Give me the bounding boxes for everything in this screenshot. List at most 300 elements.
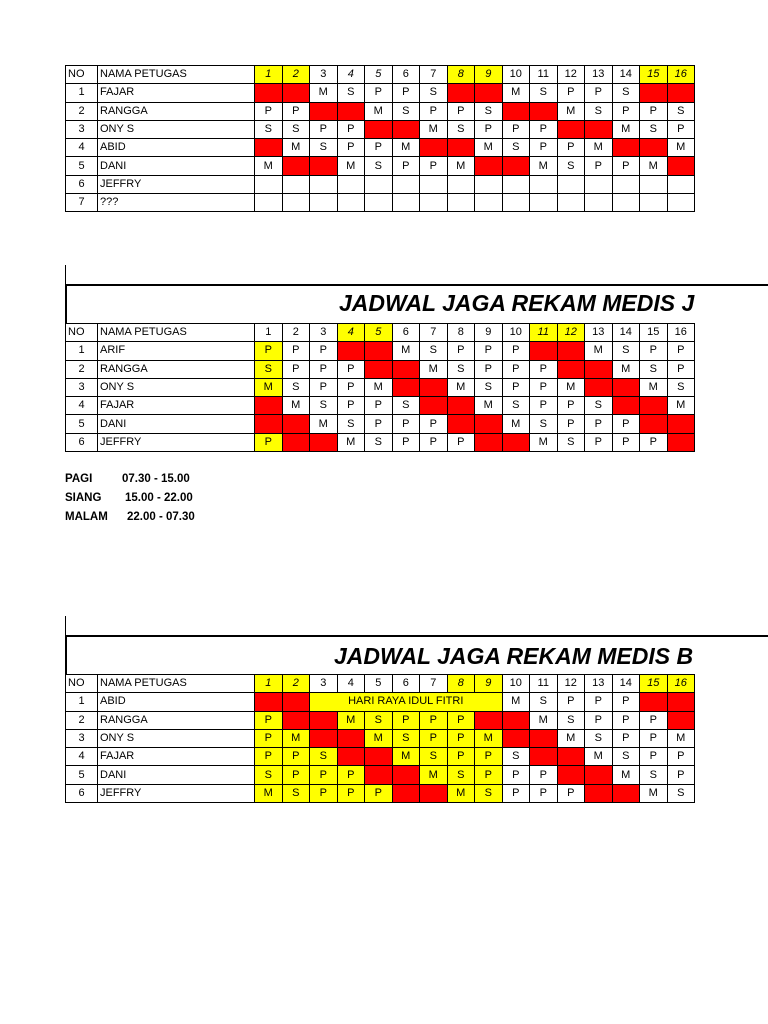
table-row (66, 711, 695, 729)
shift-cell: S (557, 157, 585, 175)
off-day-cell (337, 729, 365, 747)
shift-cell: P (447, 102, 475, 120)
col-header-day: 4 (337, 675, 365, 693)
col-header-day: 9 (475, 324, 503, 342)
col-header-day: 1 (255, 675, 283, 693)
shift-cell: P (475, 120, 503, 138)
shift-cell: P (585, 433, 613, 451)
shift-cell (475, 194, 503, 212)
shift-cell: P (612, 102, 640, 120)
shift-cell: P (337, 360, 365, 378)
shift-cell: P (530, 378, 558, 396)
row-number: 6 (66, 433, 98, 451)
off-day-cell (392, 378, 420, 396)
shift-cell: P (640, 748, 668, 766)
legend-time: 07.30 - 15.00 (122, 473, 190, 485)
shift-cell (475, 175, 503, 193)
shift-cell: P (667, 748, 695, 766)
shift-cell: M (475, 729, 503, 747)
table-title-2: JADWAL JAGA REKAM MEDIS J (339, 290, 695, 316)
col-header-day: 2 (282, 66, 310, 84)
row-number: 6 (66, 784, 98, 802)
shift-cell (447, 175, 475, 193)
off-day-cell (365, 342, 393, 360)
col-header-day: 9 (475, 675, 503, 693)
shift-cell: P (640, 729, 668, 747)
off-day-cell (365, 360, 393, 378)
shift-cell: P (502, 120, 530, 138)
shift-cell: P (420, 433, 448, 451)
staff-name: RANGGA (98, 102, 255, 120)
shift-cell: P (255, 748, 283, 766)
shift-cell: S (502, 139, 530, 157)
shift-cell: P (557, 84, 585, 102)
shift-cell: S (282, 378, 310, 396)
shift-cell: P (585, 711, 613, 729)
shift-cell: P (612, 711, 640, 729)
shift-cell: P (667, 360, 695, 378)
divider-line-3 (65, 616, 66, 636)
staff-name: ONY S (98, 729, 255, 747)
shift-cell (365, 194, 393, 212)
off-day-cell (282, 415, 310, 433)
shift-cell: P (530, 784, 558, 802)
off-day-cell (530, 102, 558, 120)
shift-cell (667, 194, 695, 212)
shift-cell (612, 175, 640, 193)
shift-cell: M (530, 157, 558, 175)
table-row (66, 360, 695, 378)
shift-cell: P (447, 748, 475, 766)
shift-cell: P (667, 120, 695, 138)
shift-cell: P (447, 342, 475, 360)
shift-cell: P (282, 360, 310, 378)
shift-cell (310, 175, 338, 193)
shift-cell: P (447, 433, 475, 451)
shift-cell: P (282, 102, 310, 120)
shift-cell (255, 194, 283, 212)
row-number: 6 (66, 175, 98, 193)
shift-cell: S (420, 748, 448, 766)
off-day-cell (310, 711, 338, 729)
shift-cell: P (640, 711, 668, 729)
shift-cell: P (392, 84, 420, 102)
off-day-cell (447, 415, 475, 433)
off-day-cell (337, 342, 365, 360)
shift-cell: P (530, 120, 558, 138)
col-header-day: 15 (640, 324, 668, 342)
shift-cell: S (282, 784, 310, 802)
col-header-day: 3 (310, 324, 338, 342)
off-day-cell (365, 748, 393, 766)
shift-cell: P (612, 157, 640, 175)
off-day-cell (640, 139, 668, 157)
shift-cell: S (502, 397, 530, 415)
col-header-name: NAMA PETUGAS (98, 675, 255, 693)
staff-name: JEFFRY (98, 175, 255, 193)
shift-cell: S (530, 415, 558, 433)
col-header-day: 6 (392, 66, 420, 84)
shift-cell: M (640, 157, 668, 175)
off-day-cell (667, 157, 695, 175)
col-header-day: 16 (667, 675, 695, 693)
shift-cell (310, 194, 338, 212)
legend-malam (65, 508, 195, 527)
shift-cell: S (585, 729, 613, 747)
shift-cell: S (365, 157, 393, 175)
col-header-day: 2 (282, 324, 310, 342)
header-row (66, 324, 695, 342)
off-day-cell (557, 342, 585, 360)
col-header-day: 15 (640, 66, 668, 84)
shift-cell: M (585, 748, 613, 766)
divider-line-2 (65, 265, 66, 285)
off-day-cell (392, 120, 420, 138)
shift-cell (392, 175, 420, 193)
shift-cell (282, 175, 310, 193)
title-bar-2 (65, 284, 768, 324)
off-day-cell (255, 397, 283, 415)
shift-cell: P (475, 360, 503, 378)
shift-cell: M (337, 433, 365, 451)
shift-cell: S (420, 342, 448, 360)
col-header-no: NO (66, 66, 98, 84)
shift-cell: P (530, 139, 558, 157)
shift-cell: P (502, 766, 530, 784)
row-number: 3 (66, 378, 98, 396)
shift-cell: P (420, 102, 448, 120)
col-header-day: 14 (612, 324, 640, 342)
col-header-day: 10 (502, 66, 530, 84)
shift-cell: P (585, 693, 613, 711)
shift-cell: P (475, 766, 503, 784)
row-number: 4 (66, 139, 98, 157)
staff-name: ??? (98, 194, 255, 212)
legend-label: SIANG (65, 492, 102, 504)
off-day-cell (420, 378, 448, 396)
off-day-cell (310, 729, 338, 747)
shift-cell: S (585, 397, 613, 415)
shift-cell: P (530, 397, 558, 415)
staff-name: ABID (98, 693, 255, 711)
table-row (66, 84, 695, 102)
off-day-cell (475, 84, 503, 102)
shift-cell (365, 175, 393, 193)
row-number: 7 (66, 194, 98, 212)
shift-cell (667, 175, 695, 193)
shift-cell: S (530, 693, 558, 711)
shift-cell: P (392, 711, 420, 729)
col-header-day: 1 (255, 324, 283, 342)
off-day-cell (557, 120, 585, 138)
off-day-cell (667, 415, 695, 433)
col-header-day: 11 (530, 324, 558, 342)
shift-cell: M (337, 157, 365, 175)
off-day-cell (392, 784, 420, 802)
staff-name: JEFFRY (98, 784, 255, 802)
shift-cell: S (612, 748, 640, 766)
staff-name: FAJAR (98, 84, 255, 102)
shift-cell: P (420, 157, 448, 175)
off-day-cell (475, 415, 503, 433)
table-row (66, 194, 695, 212)
shift-cell: M (392, 139, 420, 157)
shift-cell: P (612, 415, 640, 433)
shift-cell: S (640, 360, 668, 378)
off-day-cell (420, 784, 448, 802)
shift-cell: M (337, 711, 365, 729)
shift-cell: M (365, 729, 393, 747)
shift-cell (557, 175, 585, 193)
off-day-cell (530, 342, 558, 360)
shift-cell: P (475, 342, 503, 360)
shift-cell: P (337, 139, 365, 157)
shift-cell: S (475, 102, 503, 120)
col-header-day: 13 (585, 324, 613, 342)
shift-cell: P (365, 784, 393, 802)
table-title-3: JADWAL JAGA REKAM MEDIS B (334, 643, 694, 669)
shift-cell: P (365, 397, 393, 415)
shift-cell (530, 175, 558, 193)
col-header-day: 7 (420, 324, 448, 342)
off-day-cell (475, 157, 503, 175)
off-day-cell (365, 766, 393, 784)
shift-cell: S (557, 711, 585, 729)
shift-cell (447, 194, 475, 212)
col-header-day: 11 (530, 675, 558, 693)
off-day-cell (255, 139, 283, 157)
shift-cell: M (530, 433, 558, 451)
col-header-day: 9 (475, 66, 503, 84)
row-number: 1 (66, 693, 98, 711)
off-day-cell (502, 729, 530, 747)
shift-cell: M (365, 102, 393, 120)
row-number: 1 (66, 84, 98, 102)
shift-cell: P (255, 729, 283, 747)
shift-cell: P (337, 378, 365, 396)
legend-pagi (65, 470, 195, 489)
shift-cell: S (475, 378, 503, 396)
shift-cell: S (255, 766, 283, 784)
shift-cell: S (255, 120, 283, 138)
shift-cell (502, 175, 530, 193)
legend-time: 22.00 - 07.30 (127, 511, 195, 523)
shift-cell: M (530, 711, 558, 729)
off-day-cell (310, 102, 338, 120)
table-row (66, 397, 695, 415)
shift-cell: P (557, 415, 585, 433)
shift-cell: S (612, 342, 640, 360)
off-day-cell (447, 397, 475, 415)
shift-cell (530, 194, 558, 212)
shift-cell: M (502, 415, 530, 433)
shift-cell: S (585, 102, 613, 120)
shift-cell: P (365, 415, 393, 433)
col-header-day: 14 (612, 675, 640, 693)
col-header-day: 7 (420, 66, 448, 84)
shift-cell: P (255, 711, 283, 729)
shift-cell: P (310, 784, 338, 802)
row-number: 1 (66, 342, 98, 360)
col-header-no: NO (66, 324, 98, 342)
shift-cell: S (502, 748, 530, 766)
shift-cell: M (392, 748, 420, 766)
shift-cell: P (667, 766, 695, 784)
col-header-day: 4 (337, 66, 365, 84)
shift-cell: P (585, 84, 613, 102)
table-row (66, 415, 695, 433)
shift-cell: S (310, 139, 338, 157)
shift-cell: S (392, 729, 420, 747)
off-day-cell (420, 397, 448, 415)
table-row (66, 102, 695, 120)
shift-cell: P (557, 784, 585, 802)
shift-cell: S (392, 102, 420, 120)
col-header-name: NAMA PETUGAS (98, 324, 255, 342)
shift-cell: M (557, 729, 585, 747)
shift-legend (65, 470, 195, 527)
shift-cell: S (447, 120, 475, 138)
shift-cell (585, 175, 613, 193)
shift-cell: P (475, 748, 503, 766)
shift-cell: P (585, 157, 613, 175)
col-header-day: 12 (557, 675, 585, 693)
off-day-cell (255, 415, 283, 433)
off-day-cell (612, 139, 640, 157)
col-header-day: 10 (502, 324, 530, 342)
shift-cell: P (310, 378, 338, 396)
shift-cell: P (337, 397, 365, 415)
shift-cell: S (612, 84, 640, 102)
staff-name: FAJAR (98, 748, 255, 766)
shift-cell: M (612, 766, 640, 784)
staff-name: DANI (98, 157, 255, 175)
shift-cell: S (310, 748, 338, 766)
shift-cell: M (420, 360, 448, 378)
shift-cell: S (447, 360, 475, 378)
off-day-cell (420, 139, 448, 157)
off-day-cell (530, 729, 558, 747)
shift-cell: M (585, 342, 613, 360)
off-day-cell (585, 378, 613, 396)
shift-cell: P (447, 729, 475, 747)
col-header-day: 5 (365, 324, 393, 342)
off-day-cell (392, 360, 420, 378)
table-row (66, 175, 695, 193)
shift-cell: M (667, 397, 695, 415)
shift-cell: S (530, 84, 558, 102)
off-day-cell (282, 84, 310, 102)
col-header-no: NO (66, 675, 98, 693)
shift-cell: S (640, 766, 668, 784)
off-day-cell (557, 748, 585, 766)
col-header-day: 15 (640, 675, 668, 693)
shift-cell: P (640, 342, 668, 360)
off-day-cell (585, 784, 613, 802)
shift-cell: S (667, 378, 695, 396)
schedule-table-2 (65, 323, 695, 452)
off-day-cell (282, 711, 310, 729)
off-day-cell (337, 102, 365, 120)
shift-cell: P (282, 766, 310, 784)
off-day-cell (640, 84, 668, 102)
shift-cell (255, 175, 283, 193)
col-header-day: 8 (447, 675, 475, 693)
shift-cell: M (255, 378, 283, 396)
off-day-cell (557, 766, 585, 784)
off-day-cell (392, 766, 420, 784)
shift-cell: M (420, 120, 448, 138)
table-row (66, 120, 695, 138)
shift-cell: P (310, 360, 338, 378)
table-row (66, 693, 695, 711)
shift-cell: S (337, 84, 365, 102)
shift-cell (612, 194, 640, 212)
shift-cell (337, 194, 365, 212)
staff-name: JEFFRY (98, 433, 255, 451)
shift-cell: M (557, 378, 585, 396)
off-day-cell (640, 415, 668, 433)
shift-cell: P (282, 342, 310, 360)
shift-cell: P (255, 433, 283, 451)
col-header-day: 12 (557, 324, 585, 342)
shift-cell: P (447, 711, 475, 729)
shift-cell: P (557, 139, 585, 157)
legend-label: PAGI (65, 473, 93, 485)
shift-cell: S (392, 397, 420, 415)
off-day-cell (282, 433, 310, 451)
off-day-cell (530, 748, 558, 766)
shift-cell: P (337, 120, 365, 138)
table-row (66, 729, 695, 747)
shift-cell: P (557, 397, 585, 415)
shift-cell: P (502, 360, 530, 378)
shift-cell: P (255, 102, 283, 120)
shift-cell: M (667, 729, 695, 747)
off-day-cell (557, 360, 585, 378)
shift-cell: P (255, 342, 283, 360)
col-header-day: 4 (337, 324, 365, 342)
shift-cell: P (420, 415, 448, 433)
legend-siang (65, 489, 195, 508)
col-header-day: 2 (282, 675, 310, 693)
off-day-cell (667, 711, 695, 729)
shift-cell: P (612, 729, 640, 747)
off-day-cell (475, 433, 503, 451)
off-day-cell (475, 711, 503, 729)
col-header-day: 10 (502, 675, 530, 693)
col-header-day: 3 (310, 675, 338, 693)
shift-cell: M (447, 784, 475, 802)
row-number: 2 (66, 360, 98, 378)
shift-cell: S (337, 415, 365, 433)
shift-cell: P (310, 120, 338, 138)
shift-cell (420, 175, 448, 193)
shift-cell: M (585, 139, 613, 157)
shift-cell: P (640, 433, 668, 451)
holiday-cell: HARI RAYA IDUL FITRI (310, 693, 503, 711)
off-day-cell (667, 433, 695, 451)
staff-name: RANGGA (98, 711, 255, 729)
shift-cell (392, 194, 420, 212)
shift-cell (420, 194, 448, 212)
shift-cell (337, 175, 365, 193)
shift-cell: P (365, 84, 393, 102)
row-number: 2 (66, 711, 98, 729)
header-row (66, 66, 695, 84)
shift-cell: P (640, 102, 668, 120)
shift-cell: S (667, 784, 695, 802)
